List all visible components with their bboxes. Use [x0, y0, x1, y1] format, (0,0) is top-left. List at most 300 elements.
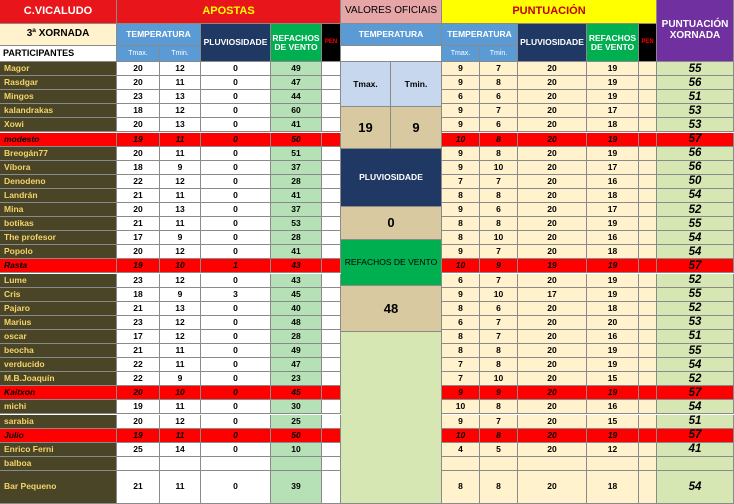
row-p-vento-cell: 18 [587, 118, 639, 132]
row-p-vento-cell: 16 [587, 231, 639, 245]
row-tmax-cell: 21 [117, 217, 160, 231]
row-p-tmin-cell: 7 [480, 245, 518, 259]
row-p-tmin-cell: 7 [480, 62, 518, 76]
row-vento-cell: 49 [271, 344, 322, 358]
row-total-cell: 54 [657, 471, 734, 504]
row-pluv-cell: 0 [201, 429, 271, 443]
row-pen-cell [322, 302, 341, 316]
row-p-pluv-cell: 20 [518, 133, 587, 147]
row-pluv-cell: 0 [201, 386, 271, 400]
official-tmax-label: Tmax. [341, 62, 391, 107]
row-p-vento-cell: 16 [587, 330, 639, 344]
row-p-tmin-cell: 7 [480, 175, 518, 189]
row-tmin-cell: 14 [160, 443, 201, 457]
row-p-tmax-cell: 10 [442, 400, 480, 414]
row-total-cell: 51 [657, 330, 734, 344]
row-pen-cell [322, 372, 341, 386]
row-pluv-cell: 0 [201, 415, 271, 429]
row-tmax-cell: 19 [117, 400, 160, 414]
row-tmax-cell: 22 [117, 358, 160, 372]
row-p-pluv-cell: 20 [518, 372, 587, 386]
official-tmax-value: 19 [341, 107, 391, 149]
row-tmax-cell: 21 [117, 302, 160, 316]
row-tmax-cell: 20 [117, 118, 160, 132]
row-vento-cell: 28 [271, 231, 322, 245]
row-vento-cell: 30 [271, 400, 322, 414]
row-total-cell: 52 [657, 203, 734, 217]
row-p-pluv-cell: 20 [518, 217, 587, 231]
row-p-pen-cell [639, 471, 657, 504]
row-total-cell: 41 [657, 443, 734, 457]
row-vento-cell: 48 [271, 316, 322, 330]
row-tmax-cell: 20 [117, 62, 160, 76]
round-label: 3ª XORNADA [0, 24, 117, 46]
row-tmin-cell: 12 [160, 316, 201, 330]
puntuacion-vento-header: REFACHOS DE VENTO [587, 24, 639, 62]
row-p-vento-cell: 19 [587, 133, 639, 147]
participant-name: Lume [0, 274, 117, 288]
row-p-pluv-cell: 20 [518, 358, 587, 372]
row-p-pen-cell [639, 302, 657, 316]
participant-name: Bar Pequeno [0, 471, 117, 504]
row-p-tmin-cell: 10 [480, 288, 518, 302]
row-p-pluv-cell: 20 [518, 344, 587, 358]
row-p-tmin-cell: 8 [480, 471, 518, 504]
row-p-pen-cell [639, 104, 657, 118]
row-p-tmax-cell: 10 [442, 429, 480, 443]
row-p-vento-cell: 12 [587, 443, 639, 457]
apostas-vento-header: REFACHOS DE VENTO [271, 24, 322, 62]
row-pen-cell [322, 386, 341, 400]
row-tmax-cell [117, 457, 160, 471]
row-total-cell: 57 [657, 429, 734, 443]
row-p-pen-cell [639, 400, 657, 414]
apostas-tmin-header: Tmin. [160, 46, 201, 62]
row-total-cell: 51 [657, 90, 734, 104]
row-total-cell: 53 [657, 316, 734, 330]
official-tmin-value: 9 [391, 107, 442, 149]
row-vento-cell: 60 [271, 104, 322, 118]
row-p-vento-cell: 15 [587, 372, 639, 386]
participant-name: michi [0, 400, 117, 414]
row-p-tmax-cell: 10 [442, 133, 480, 147]
row-pen-cell [322, 104, 341, 118]
row-tmax-cell: 22 [117, 175, 160, 189]
row-p-pen-cell [639, 274, 657, 288]
row-tmax-cell: 20 [117, 147, 160, 161]
row-pluv-cell: 0 [201, 147, 271, 161]
row-tmin-cell: 11 [160, 147, 201, 161]
row-pluv-cell: 0 [201, 62, 271, 76]
row-p-pluv-cell: 20 [518, 189, 587, 203]
official-vento-value: 48 [341, 286, 442, 332]
row-tmax-cell: 21 [117, 189, 160, 203]
row-total-cell: 57 [657, 386, 734, 400]
row-p-tmin-cell: 9 [480, 386, 518, 400]
row-p-tmax-cell: 4 [442, 443, 480, 457]
row-vento-cell: 51 [271, 147, 322, 161]
row-p-tmax-cell: 8 [442, 302, 480, 316]
row-p-tmax-cell: 8 [442, 189, 480, 203]
row-p-pluv-cell: 20 [518, 104, 587, 118]
row-vento-cell: 45 [271, 386, 322, 400]
row-vento-cell: 43 [271, 274, 322, 288]
row-tmin-cell: 12 [160, 175, 201, 189]
participant-name: M.B.Joaquín [0, 372, 117, 386]
row-tmin-cell: 13 [160, 302, 201, 316]
row-p-tmin-cell: 8 [480, 358, 518, 372]
row-p-vento-cell: 19 [587, 90, 639, 104]
row-pen-cell [322, 330, 341, 344]
row-p-vento-cell: 15 [587, 415, 639, 429]
row-pen-cell [322, 133, 341, 147]
row-pen-cell [322, 443, 341, 457]
row-p-tmin-cell: 7 [480, 330, 518, 344]
row-vento-cell: 41 [271, 118, 322, 132]
row-p-tmin-cell: 8 [480, 189, 518, 203]
row-p-pen-cell [639, 62, 657, 76]
puntuacion-pluv-header: PLUVIOSIDADE [518, 24, 587, 62]
row-pen-cell [322, 147, 341, 161]
row-p-pluv-cell: 20 [518, 274, 587, 288]
row-vento-cell: 41 [271, 245, 322, 259]
valores-oficiais-header: VALORES OFICIAIS [341, 0, 442, 24]
row-total-cell: 52 [657, 274, 734, 288]
row-tmax-cell: 23 [117, 274, 160, 288]
participant-name: Julio [0, 429, 117, 443]
row-p-pen-cell [639, 217, 657, 231]
row-p-pen-cell [639, 245, 657, 259]
row-total-cell: 55 [657, 62, 734, 76]
participant-name: Enrico Ferni [0, 443, 117, 457]
participant-name: modesto [0, 133, 117, 147]
valores-blank-subheader [341, 46, 442, 62]
row-p-pen-cell [639, 118, 657, 132]
participant-name: Víbora [0, 161, 117, 175]
row-p-pluv-cell: 20 [518, 400, 587, 414]
participant-name: oscar [0, 330, 117, 344]
row-p-tmax-cell: 8 [442, 471, 480, 504]
row-tmin-cell: 13 [160, 203, 201, 217]
row-vento-cell: 47 [271, 76, 322, 90]
row-p-vento-cell: 19 [587, 147, 639, 161]
row-p-tmin-cell: 8 [480, 344, 518, 358]
puntuacion-tmin-header: Tmin. [480, 46, 518, 62]
row-p-tmin-cell: 5 [480, 443, 518, 457]
row-p-tmin-cell [480, 457, 518, 471]
row-total-cell: 54 [657, 245, 734, 259]
row-tmax-cell: 19 [117, 133, 160, 147]
row-p-pen-cell [639, 189, 657, 203]
row-p-pluv-cell: 20 [518, 76, 587, 90]
row-p-tmax-cell: 8 [442, 344, 480, 358]
row-pluv-cell [201, 457, 271, 471]
official-pluv-value: 0 [341, 207, 442, 240]
row-total-cell: 57 [657, 259, 734, 273]
row-p-tmin-cell: 8 [480, 133, 518, 147]
row-tmax-cell: 17 [117, 231, 160, 245]
row-p-pen-cell [639, 161, 657, 175]
row-pen-cell [322, 400, 341, 414]
row-pen-cell [322, 457, 341, 471]
row-p-pen-cell [639, 429, 657, 443]
row-p-tmax-cell: 8 [442, 217, 480, 231]
row-p-pluv-cell: 20 [518, 90, 587, 104]
row-vento-cell: 28 [271, 175, 322, 189]
row-p-pluv-cell: 20 [518, 161, 587, 175]
row-p-tmax-cell: 9 [442, 104, 480, 118]
row-p-pen-cell [639, 316, 657, 330]
row-tmin-cell: 11 [160, 429, 201, 443]
participant-name: kalandrakas [0, 104, 117, 118]
row-tmin-cell: 12 [160, 330, 201, 344]
row-pen-cell [322, 175, 341, 189]
row-p-vento-cell: 17 [587, 203, 639, 217]
row-p-vento-cell: 19 [587, 62, 639, 76]
row-total-cell: 56 [657, 147, 734, 161]
row-p-vento-cell: 17 [587, 161, 639, 175]
participant-name: Rasdgar [0, 76, 117, 90]
row-total-cell: 54 [657, 358, 734, 372]
row-p-vento-cell: 16 [587, 175, 639, 189]
row-p-pen-cell [639, 90, 657, 104]
row-p-tmax-cell: 8 [442, 231, 480, 245]
row-pen-cell [322, 415, 341, 429]
apostas-temp-header: TEMPERATURA [117, 24, 201, 46]
row-p-vento-cell: 18 [587, 471, 639, 504]
row-tmax-cell: 21 [117, 471, 160, 504]
row-p-tmax-cell: 7 [442, 358, 480, 372]
row-tmax-cell: 18 [117, 161, 160, 175]
row-vento-cell: 25 [271, 415, 322, 429]
apostas-pluv-header: PLUVIOSIDADE [201, 24, 271, 62]
row-tmin-cell: 10 [160, 386, 201, 400]
row-p-pluv-cell: 20 [518, 415, 587, 429]
row-p-pluv-cell: 20 [518, 429, 587, 443]
row-p-pen-cell [639, 147, 657, 161]
row-tmax-cell: 19 [117, 259, 160, 273]
row-tmin-cell: 10 [160, 259, 201, 273]
row-p-tmax-cell: 7 [442, 175, 480, 189]
row-tmin-cell: 9 [160, 372, 201, 386]
row-vento-cell: 47 [271, 358, 322, 372]
row-total-cell: 52 [657, 302, 734, 316]
row-p-vento-cell: 18 [587, 245, 639, 259]
row-pluv-cell: 0 [201, 175, 271, 189]
puntuacion-temp-header: TEMPERATURA [442, 24, 518, 46]
club-title: C.VICALUDO [0, 0, 117, 24]
row-tmin-cell: 9 [160, 288, 201, 302]
participant-name: beocha [0, 344, 117, 358]
participant-name: Magor [0, 62, 117, 76]
row-vento-cell: 53 [271, 217, 322, 231]
row-vento-cell: 10 [271, 443, 322, 457]
row-total-cell: 57 [657, 133, 734, 147]
row-p-pen-cell [639, 288, 657, 302]
row-p-pen-cell [639, 231, 657, 245]
row-tmax-cell: 19 [117, 429, 160, 443]
row-p-tmax-cell: 9 [442, 62, 480, 76]
row-total-cell: 54 [657, 189, 734, 203]
row-total-cell: 55 [657, 344, 734, 358]
row-p-tmin-cell: 8 [480, 217, 518, 231]
row-p-pluv-cell: 20 [518, 316, 587, 330]
row-pluv-cell: 0 [201, 471, 271, 504]
row-pluv-cell: 0 [201, 76, 271, 90]
row-total-cell: 54 [657, 231, 734, 245]
row-pluv-cell: 0 [201, 189, 271, 203]
apostas-tmax-header: Tmax. [117, 46, 160, 62]
row-pluv-cell: 0 [201, 231, 271, 245]
participant-name: Xowi [0, 118, 117, 132]
participant-name: Pajaro [0, 302, 117, 316]
row-pen-cell [322, 429, 341, 443]
participant-name: Breogán77 [0, 147, 117, 161]
participant-name: Mina [0, 203, 117, 217]
row-pen-cell [322, 62, 341, 76]
row-p-tmin-cell: 9 [480, 259, 518, 273]
row-pen-cell [322, 76, 341, 90]
row-p-vento-cell: 19 [587, 274, 639, 288]
row-p-vento-cell: 19 [587, 217, 639, 231]
row-vento-cell: 28 [271, 330, 322, 344]
row-p-tmax-cell: 9 [442, 147, 480, 161]
row-pen-cell [322, 161, 341, 175]
row-p-vento-cell: 16 [587, 400, 639, 414]
row-tmin-cell: 12 [160, 415, 201, 429]
row-tmin-cell: 13 [160, 90, 201, 104]
row-p-tmin-cell: 8 [480, 400, 518, 414]
row-p-tmin-cell: 6 [480, 203, 518, 217]
row-p-pen-cell [639, 133, 657, 147]
row-total-cell: 55 [657, 217, 734, 231]
row-p-tmin-cell: 8 [480, 429, 518, 443]
puntuacion-xornada-header: PUNTUACIÓN XORNADA [657, 0, 734, 62]
row-vento-cell: 45 [271, 288, 322, 302]
row-tmax-cell: 22 [117, 372, 160, 386]
row-vento-cell: 37 [271, 203, 322, 217]
row-pen-cell [322, 189, 341, 203]
row-total-cell: 53 [657, 104, 734, 118]
participant-name: balboa [0, 457, 117, 471]
row-p-vento-cell: 19 [587, 386, 639, 400]
row-p-tmin-cell: 7 [480, 316, 518, 330]
row-pluv-cell: 0 [201, 372, 271, 386]
row-p-pen-cell [639, 415, 657, 429]
apostas-pen-header: PEN [322, 24, 341, 62]
row-p-tmax-cell: 8 [442, 330, 480, 344]
row-pen-cell [322, 358, 341, 372]
row-tmax-cell: 23 [117, 90, 160, 104]
row-tmin-cell: 12 [160, 274, 201, 288]
row-vento-cell: 49 [271, 62, 322, 76]
row-p-vento-cell: 19 [587, 259, 639, 273]
row-tmax-cell: 20 [117, 245, 160, 259]
row-p-tmax-cell: 6 [442, 90, 480, 104]
row-pluv-cell: 0 [201, 245, 271, 259]
row-pen-cell [322, 90, 341, 104]
row-p-tmax-cell: 9 [442, 76, 480, 90]
row-total-cell: 51 [657, 415, 734, 429]
official-tmin-label: Tmin. [391, 62, 442, 107]
row-tmin-cell: 9 [160, 231, 201, 245]
row-tmax-cell: 21 [117, 344, 160, 358]
row-total-cell: 54 [657, 400, 734, 414]
row-p-pen-cell [639, 76, 657, 90]
row-pen-cell [322, 217, 341, 231]
row-tmin-cell: 9 [160, 161, 201, 175]
row-pluv-cell: 0 [201, 104, 271, 118]
row-p-pen-cell [639, 457, 657, 471]
row-p-tmin-cell: 7 [480, 274, 518, 288]
participant-name: botikas [0, 217, 117, 231]
row-vento-cell: 37 [271, 161, 322, 175]
row-p-pluv-cell: 20 [518, 231, 587, 245]
participant-name: Mingos [0, 90, 117, 104]
row-pluv-cell: 0 [201, 118, 271, 132]
row-p-tmin-cell: 8 [480, 147, 518, 161]
row-tmin-cell: 11 [160, 400, 201, 414]
row-vento-cell: 44 [271, 90, 322, 104]
row-pluv-cell: 0 [201, 302, 271, 316]
official-filler [341, 332, 442, 504]
participant-name: Kaitxon [0, 386, 117, 400]
row-tmin-cell: 11 [160, 76, 201, 90]
row-pluv-cell: 0 [201, 344, 271, 358]
row-p-tmin-cell: 6 [480, 118, 518, 132]
row-p-tmax-cell: 9 [442, 245, 480, 259]
row-vento-cell [271, 457, 322, 471]
row-p-pen-cell [639, 358, 657, 372]
row-pluv-cell: 0 [201, 133, 271, 147]
participant-name: Rasta [0, 259, 117, 273]
row-pen-cell [322, 259, 341, 273]
row-pluv-cell: 0 [201, 161, 271, 175]
row-tmin-cell [160, 457, 201, 471]
row-p-tmax-cell: 6 [442, 274, 480, 288]
row-p-pluv-cell: 20 [518, 62, 587, 76]
row-p-vento-cell: 19 [587, 344, 639, 358]
row-p-vento-cell: 19 [587, 358, 639, 372]
row-p-pluv-cell: 20 [518, 386, 587, 400]
row-p-pen-cell [639, 372, 657, 386]
row-pluv-cell: 3 [201, 288, 271, 302]
row-pluv-cell: 1 [201, 259, 271, 273]
row-pen-cell [322, 118, 341, 132]
participant-name: Denodeno [0, 175, 117, 189]
row-p-pluv-cell: 20 [518, 443, 587, 457]
official-vento-label: REFACHOS DE VENTO [341, 240, 442, 286]
row-p-vento-cell: 20 [587, 316, 639, 330]
row-p-pluv-cell: 20 [518, 118, 587, 132]
row-p-vento-cell: 17 [587, 104, 639, 118]
row-tmin-cell: 11 [160, 358, 201, 372]
row-total-cell: 50 [657, 175, 734, 189]
row-pluv-cell: 0 [201, 358, 271, 372]
row-tmin-cell: 11 [160, 344, 201, 358]
row-p-vento-cell: 19 [587, 429, 639, 443]
row-pluv-cell: 0 [201, 217, 271, 231]
row-p-pen-cell [639, 259, 657, 273]
row-p-tmax-cell [442, 457, 480, 471]
row-tmax-cell: 18 [117, 104, 160, 118]
row-p-pen-cell [639, 175, 657, 189]
row-p-pen-cell [639, 330, 657, 344]
row-vento-cell: 40 [271, 302, 322, 316]
row-pen-cell [322, 288, 341, 302]
row-p-pluv-cell: 20 [518, 203, 587, 217]
row-tmax-cell: 20 [117, 76, 160, 90]
